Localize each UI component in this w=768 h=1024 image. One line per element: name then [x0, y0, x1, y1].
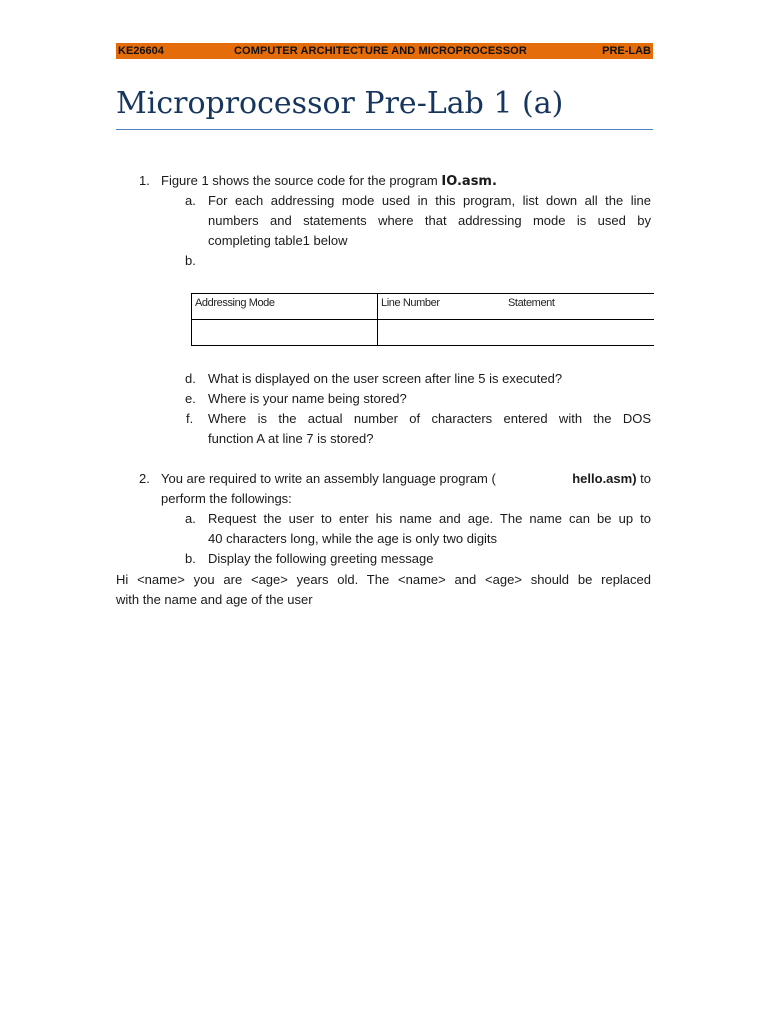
- header-tag: PRE-LAB: [602, 45, 651, 57]
- q1-program-name: IO.asm.: [441, 174, 497, 189]
- q2-line1-before: You are required to write an assembly language program (: [161, 471, 496, 486]
- q1f-line1: Where is the actual number of characters entered with the DOS: [208, 411, 651, 426]
- q2a-line1: Request the user to enter his name and age. The name can be up to: [208, 511, 651, 526]
- course-title: COMPUTER ARCHITECTURE AND MICROPROCESSOR: [234, 45, 527, 57]
- q1a-label: a.: [185, 193, 196, 208]
- table-row-divider: [192, 319, 654, 320]
- title-underline: [116, 129, 653, 130]
- q2b-label: b.: [185, 551, 196, 566]
- q2-program-name: hello.asm): [572, 471, 637, 486]
- q1a-line1: For each addressing mode used in this program, list down all the line: [208, 193, 651, 208]
- q2-line2: perform the followings:: [161, 491, 292, 506]
- greeting-message-line1: Hi <name> you are <age> years old. The <name> and <age> should be replaced: [116, 572, 651, 587]
- q1f-line2: function A at line 7 is stored?: [208, 431, 374, 446]
- q1-text: [161, 171, 497, 192]
- q2-number: 2.: [139, 471, 150, 486]
- page-title: Microprocessor Pre-Lab 1 (a): [116, 86, 564, 121]
- q2a-label: a.: [185, 511, 196, 526]
- q1a-line2: numbers and statements where that addressing mode is used by: [208, 213, 651, 228]
- q1-number: 1.: [139, 173, 150, 188]
- q1-text-before: Figure 1 shows the source code for the program: [161, 173, 442, 188]
- page-header: [116, 43, 653, 59]
- q2-line1-after: to: [636, 471, 651, 486]
- q1b-label: b.: [185, 253, 196, 268]
- q1a-line3: completing table1 below: [208, 233, 348, 248]
- q1d-text: What is displayed on the user screen after line 5 is executed?: [208, 371, 563, 386]
- q1e-label: e.: [185, 391, 196, 406]
- table-header-statement: Statement: [508, 297, 555, 309]
- q1d-label: d.: [185, 371, 196, 386]
- q1e-text: Where is your name being stored?: [208, 391, 407, 406]
- table-header-addressing-mode: Addressing Mode: [195, 297, 275, 309]
- table-header-line-number: Line Number: [381, 297, 440, 309]
- greeting-message-line2: with the name and age of the user: [116, 592, 313, 607]
- addressing-mode-table: [191, 293, 654, 346]
- course-code: KE26604: [118, 45, 164, 57]
- q1f-label: f.: [186, 411, 194, 426]
- q2b-text: Display the following greeting message: [208, 551, 434, 566]
- q2a-line2: 40 characters long, while the age is only two digits: [208, 531, 498, 546]
- q2-line1: [161, 469, 651, 489]
